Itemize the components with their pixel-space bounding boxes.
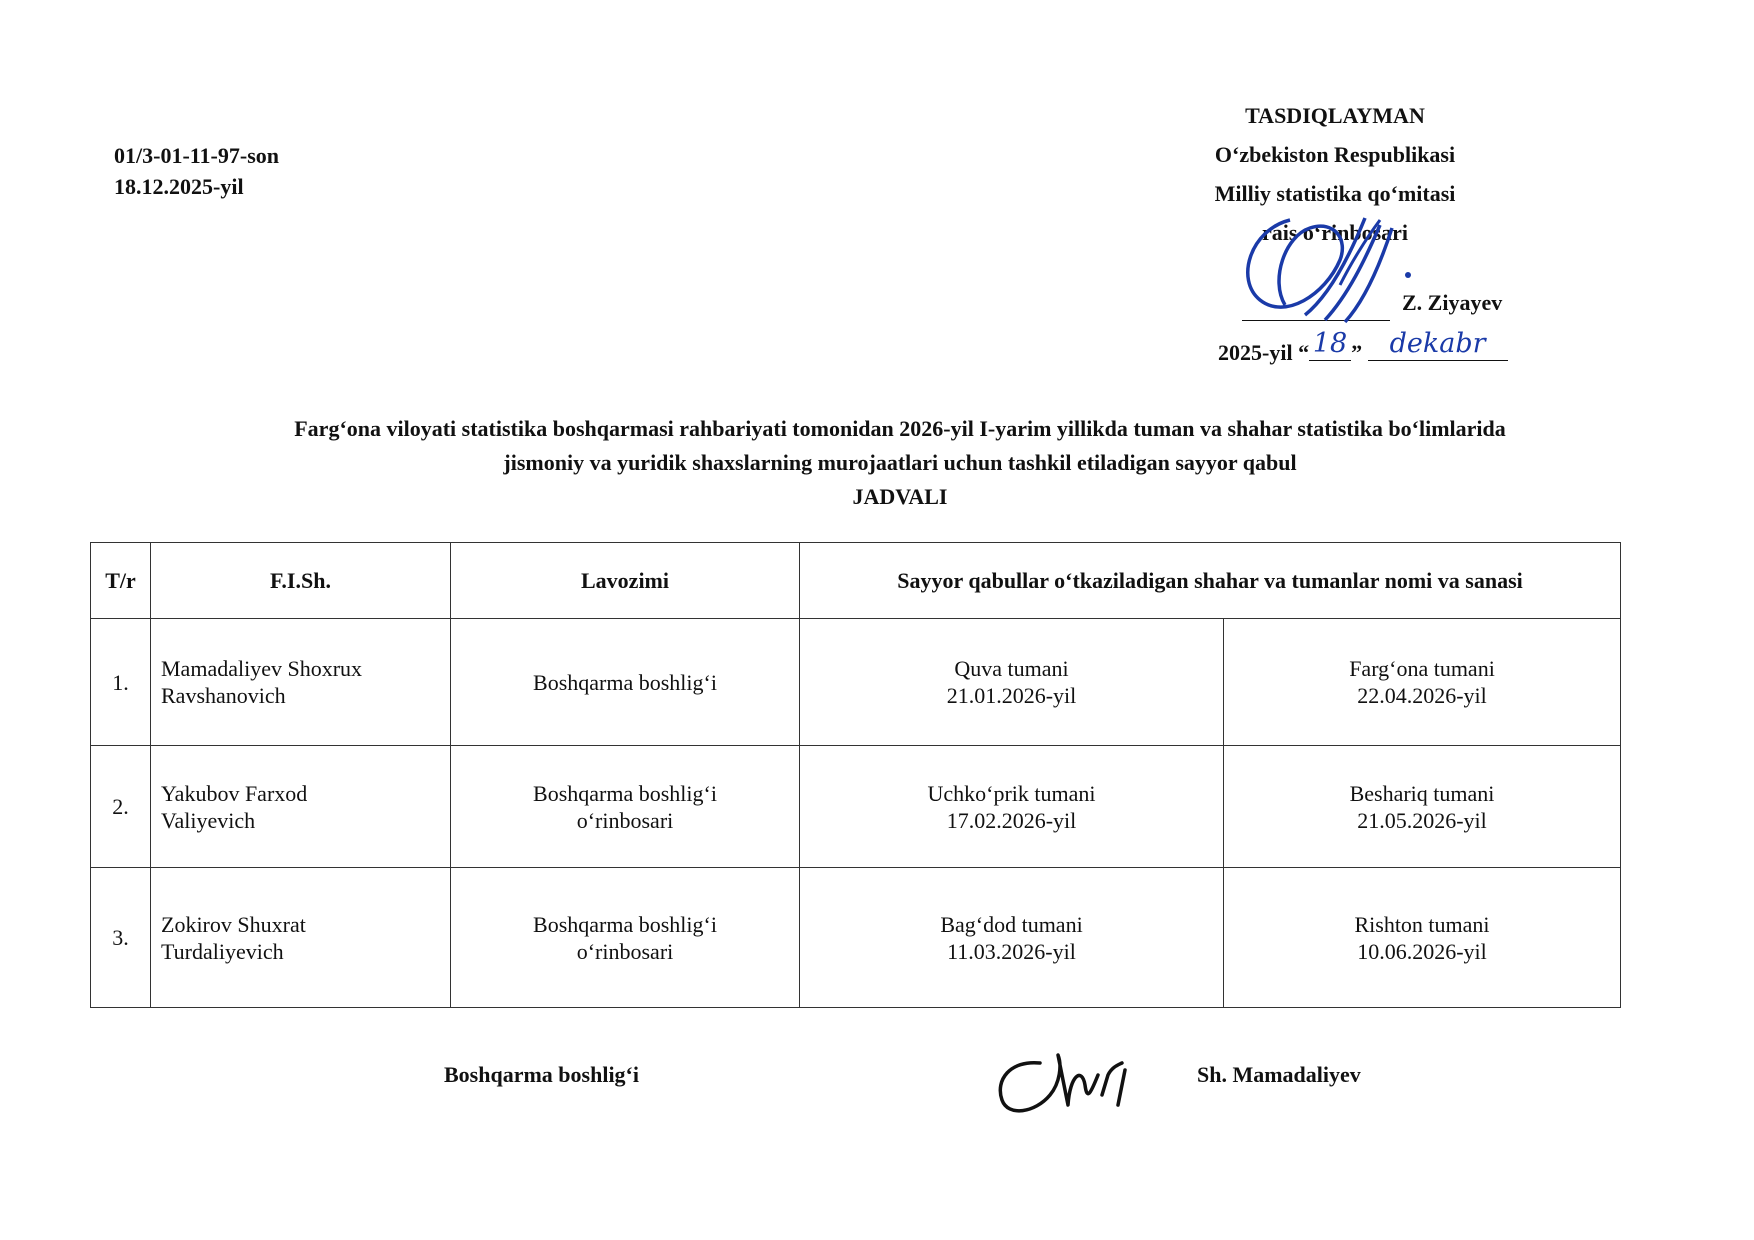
visit-place: Rishton tumani [1354,911,1490,937]
title-line-3: JADVALI [852,484,948,509]
approval-day-field [1309,328,1351,361]
table-row [91,868,1621,1008]
approval-line-1: O‘zbekiston Respublikasi [1214,142,1456,167]
approval-heading: TASDIQLAYMAN [1245,103,1425,128]
position-line: Boshqarma boshlig‘i [533,780,717,806]
row-position [451,619,800,746]
visit-place: Uchko‘prik tumani [927,780,1096,806]
name-line: Ravshanovich [161,683,286,708]
open-quote: “ [1298,340,1310,365]
document-reference [114,140,279,202]
header-visits: Sayyor qabullar o‘tkaziladigan shahar va tumanlar nomi va sanasi [800,543,1621,619]
table-header-row [91,543,1621,619]
document-title [120,412,1680,514]
visit-place: Farg‘ona tumani [1349,656,1495,681]
title-line-1: Farg‘ona viloyati statistika boshqarmasi rahbariyati tomonidan 2026-yil I-yarim yillikda tuman va shahar statistika bo‘limlarida [294,416,1506,441]
visit-date: 11.03.2026-yil [947,938,1076,964]
name-line: Yakubov Farxod [161,780,308,806]
visit-date: 22.04.2026-yil [1357,683,1487,708]
visit-place: Quva tumani [954,656,1069,681]
approver-signature-icon [1230,200,1420,330]
row-visit-2 [1224,746,1621,868]
header-name: F.I.Sh. [151,543,451,619]
name-line: Mamadaliyev Shoxrux [161,656,363,681]
row-number: 1. [91,619,151,746]
approval-month: dekabr [1389,328,1486,359]
row-visit-1 [800,619,1224,746]
document-number: 01/3-01-11-97-son [114,143,279,168]
visit-date: 21.01.2026-yil [946,683,1077,708]
row-number: 2. [91,746,151,868]
approval-line-3: rais o‘rinbosari [1261,220,1409,245]
visit-place: Beshariq tumani [1349,780,1495,806]
row-visit-1 [800,868,1224,1008]
approver-name: Z. Ziyayev [1402,290,1503,315]
visit-place: Bag‘dod tumani [940,911,1083,937]
position-line: Boshqarma boshlig‘i [533,669,717,695]
position-line: o‘rinbosari [576,807,674,833]
visit-date: 17.02.2026-yil [946,807,1077,833]
row-name [151,746,451,868]
table-row [91,619,1621,746]
approval-year: 2025-yil [1218,340,1293,365]
title-line-2: jismoniy va yuridik shaxslarning murojaatlari uchun tashkil etiladigan sayyor qabul [503,450,1297,475]
row-visit-1 [800,746,1224,868]
approval-day: 18 [1312,328,1348,359]
row-name [151,619,451,746]
approval-date [1218,328,1508,366]
position-line: Boshqarma boshlig‘i [533,911,717,937]
table-row [91,746,1621,868]
schedule-table [90,542,1621,1008]
row-visit-2 [1224,868,1621,1008]
footer-name: Sh. Mamadaliyev [1197,1062,1361,1087]
row-visit-2 [1224,619,1621,746]
row-position [451,746,800,868]
close-quote: ” [1351,340,1363,365]
footer-position: Boshqarma boshlig‘i [444,1062,639,1087]
name-line: Zokirov Shuxrat [161,911,306,937]
row-number: 3. [91,868,151,1008]
header-number: T/r [91,543,151,619]
head-signature-icon [990,1045,1150,1125]
name-line: Valiyevich [161,807,256,833]
position-line: o‘rinbosari [576,938,674,964]
header-position: Lavozimi [451,543,800,619]
row-name [151,868,451,1008]
document-date: 18.12.2025-yil [114,174,244,199]
row-position [451,868,800,1008]
approval-line-2: Milliy statistika qo‘mitasi [1214,181,1456,206]
name-line: Turdaliyevich [161,938,284,964]
visit-date: 10.06.2026-yil [1357,938,1487,964]
visit-date: 21.05.2026-yil [1357,807,1487,833]
approval-month-field [1368,328,1508,361]
